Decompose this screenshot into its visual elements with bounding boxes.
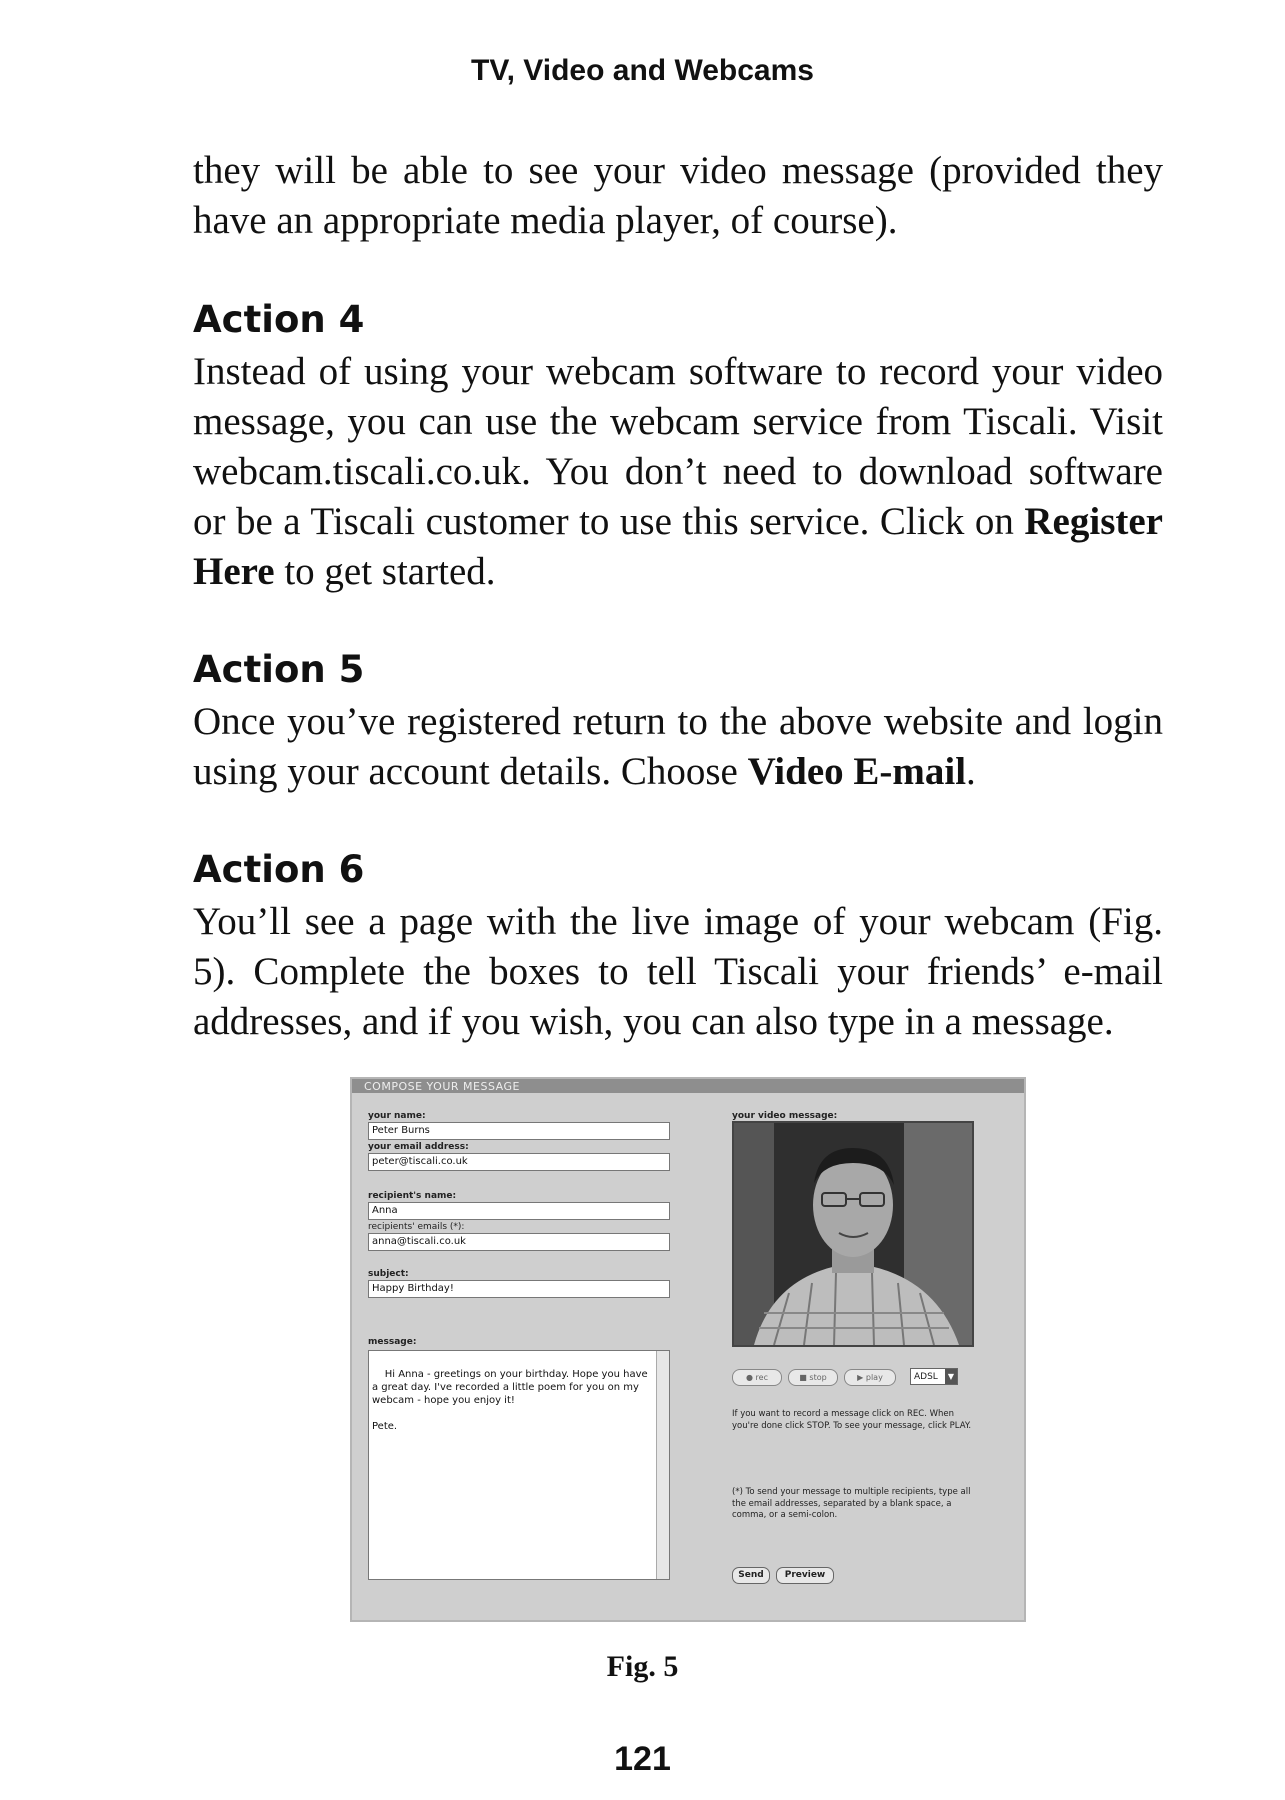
recipients-note: (*) To send your message to multiple recipients, type all the email addresses, separated by a blank space, a comma, or a semi-colon. [732, 1487, 971, 1520]
connection-value: ADSL [914, 1372, 938, 1382]
record-note: If you want to record a message click on REC. When you're done click STOP. To see your message, click PLAY. [732, 1409, 972, 1431]
page-number: 121 [614, 1740, 671, 1778]
webcam-portrait-image [734, 1123, 972, 1345]
stop-button[interactable]: ■ stop [788, 1369, 838, 1386]
action6-paragraph [193, 897, 1163, 1047]
message-textarea[interactable] [368, 1350, 670, 1580]
subject-input[interactable]: Happy Birthday! [368, 1280, 670, 1298]
connection-select[interactable] [910, 1368, 958, 1385]
action4-paragraph [193, 347, 1163, 597]
rec-label: rec [755, 1373, 768, 1382]
recipient-emails-label: recipients' emails (*): [368, 1222, 465, 1232]
action5-text-after: . [966, 750, 976, 793]
action6-heading: Action 6 [193, 848, 365, 891]
chevron-down-icon: ▼ [945, 1369, 957, 1384]
intro-text: they will be able to see your video message (provided they have an appropriate media player, of course). [193, 149, 1163, 242]
webcam-video [732, 1121, 974, 1347]
running-head: TV, Video and Webcams [471, 54, 814, 87]
video-label: your video message: [732, 1111, 838, 1121]
your-email-label: your email address: [368, 1142, 469, 1152]
play-label: play [865, 1373, 883, 1382]
action4-bold: Register Here [193, 500, 1163, 593]
rec-button[interactable]: ● rec [732, 1369, 782, 1386]
your-name-input[interactable]: Peter Burns [368, 1122, 670, 1140]
action4-text-after: to get started. [274, 550, 496, 593]
play-button[interactable]: ▶ play [844, 1369, 896, 1386]
message-label: message: [368, 1337, 417, 1347]
action4-heading: Action 4 [193, 298, 365, 341]
recipient-name-label: recipient's name: [368, 1191, 457, 1201]
action5-text-before: Once you’ve registered return to the above website and login using your account details. Choose [193, 700, 1163, 793]
figure-compose-message [350, 1077, 1026, 1622]
subject-label: subject: [368, 1269, 409, 1279]
figure-caption: Fig. 5 [606, 1650, 679, 1683]
intro-paragraph [193, 146, 1163, 246]
message-text: Hi Anna - greetings on your birthday. Hope you have a great day. I've recorded a little poem for you on my webcam - hope you enjoy it! Pete. [372, 1369, 648, 1432]
video-controls [732, 1367, 970, 1387]
stop-label: stop [809, 1373, 827, 1382]
action6-text: You’ll see a page with the live image of your webcam (Fig. 5). Complete the boxes to tell Tiscali your friends’ e-mail addresses, and if you wish, you can also type in a message. [193, 900, 1163, 1043]
figure-titlebar [352, 1079, 1024, 1093]
action4-text-before: Instead of using your webcam software to record your video message, you can use the webcam service from Tiscali. Visit webcam.tiscali.co.uk. You don’t need to download software or be a Tiscali customer to use this service. Click on [193, 350, 1163, 543]
send-button[interactable]: Send [732, 1567, 770, 1584]
action5-paragraph [193, 697, 1163, 797]
recipient-emails-input[interactable]: anna@tiscali.co.uk [368, 1233, 670, 1251]
your-email-input[interactable]: peter@tiscali.co.uk [368, 1153, 670, 1171]
your-name-label: your name: [368, 1111, 426, 1121]
preview-button[interactable]: Preview [776, 1567, 834, 1584]
message-scrollbar[interactable] [656, 1351, 669, 1579]
recipient-name-input[interactable]: Anna [368, 1202, 670, 1220]
action5-heading: Action 5 [193, 648, 365, 691]
action5-bold: Video E-mail [747, 750, 967, 793]
figure-title: COMPOSE YOUR MESSAGE [364, 1080, 520, 1093]
